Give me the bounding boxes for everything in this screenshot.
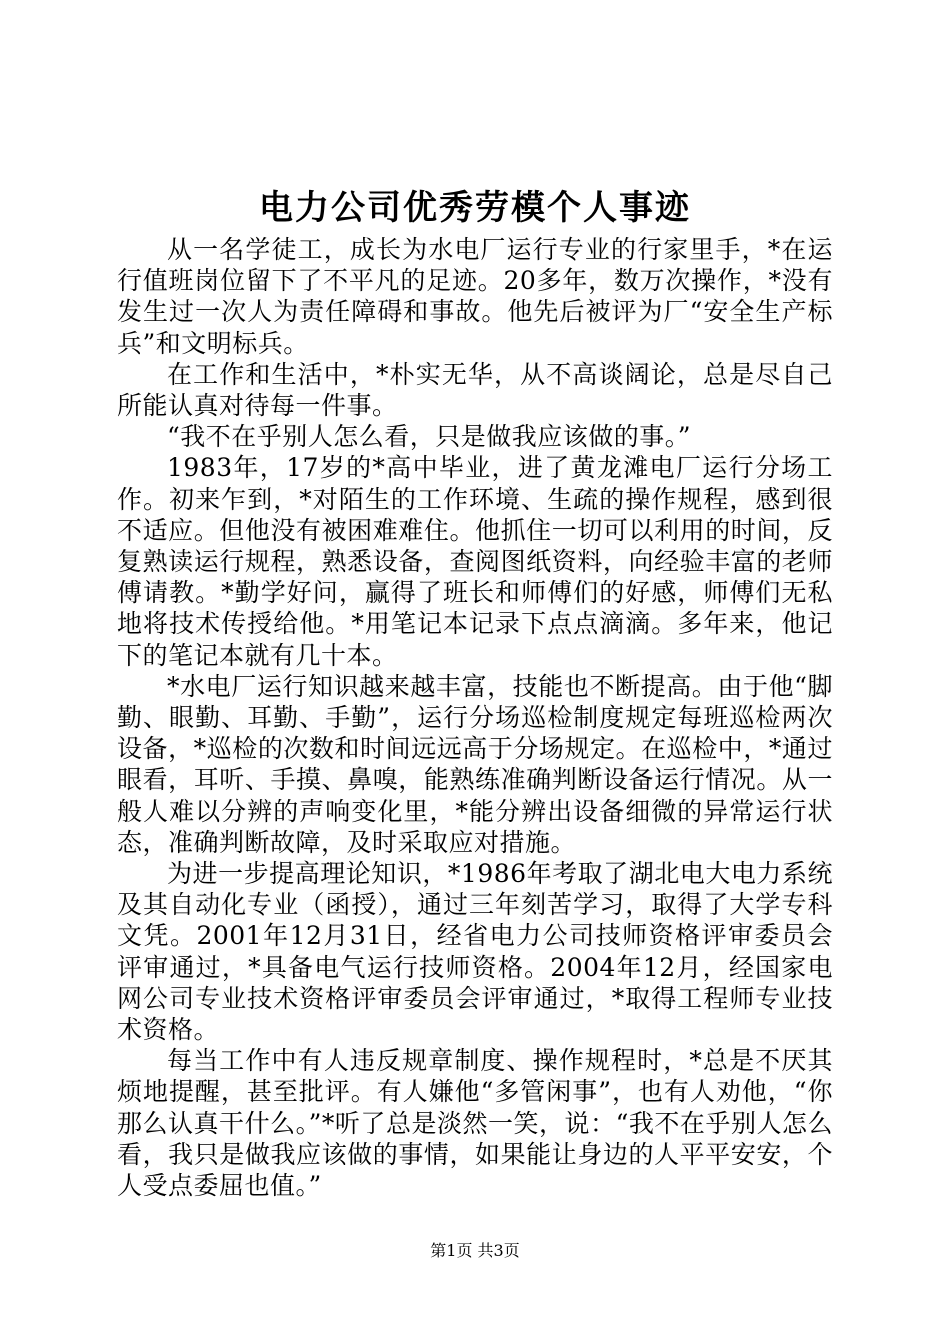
page-number-footer: 第1页 共3页 (430, 1241, 520, 1260)
paragraph: *水电厂运行知识越来越丰富，技能也不断提高。由于他“脚勤、眼勤、耳勤、手勤”，运行分场巡检制度规定每班巡检两次设备，*巡检的次数和时间远远高于分场规定。在巡检中，*通过眼看，耳听、手摸、鼻嗅，能熟练准确判断设备运行情况。从一般人难以分辨的声响变化里，*能分辨出设备细微的异常运行状态，准确判断故障，及时采取应对措施。 (117, 671, 833, 857)
document-title: 电力公司优秀劳模个人事迹 (259, 188, 691, 228)
document-body (117, 234, 833, 1201)
paragraph: 为进一步提高理论知识，*1986年考取了湖北电大电力系统及其自动化专业（函授），通过三年刻苦学习，取得了大学专科文凭。2001年12月31日，经省电力公司技师资格评审委员会评审通过，*具备电气运行技师资格。2004年12月，经国家电网公司专业技术资格评审委员会评审通过，*取得工程师专业技术资格。 (117, 859, 833, 1045)
paragraph: 从一名学徒工，成长为水电厂运行专业的行家里手，*在运行值班岗位留下了不平凡的足迹。20多年，数万次操作，*没有发生过一次人为责任障碍和事故。他先后被评为厂“安全生产标兵”和文明标兵。 (117, 235, 833, 358)
paragraph: 每当工作中有人违反规章制度、操作规程时，*总是不厌其烦地提醒，甚至批评。有人嫌他“多管闲事”，也有人劝他，“你那么认真干什么。”*听了总是淡然一笑，说：“我不在乎别人怎么看，我只是做我应该做的事情，如果能让身边的人平平安安，个人受点委屈也值。” (117, 1046, 833, 1201)
paragraph: 1983年，17岁的*高中毕业，进了黄龙滩电厂运行分场工作。初来乍到，*对陌生的工作环境、生疏的操作规程，感到很不适应。但他没有被困难难住。他抓住一切可以利用的时间，反复熟读运行规程，熟悉设备，查阅图纸资料，向经验丰富的老师傅请教。*勤学好问，赢得了班长和师傅们的好感，师傅们无私地将技术传授给他。*用笔记本记录下点点滴滴。多年来，他记下的笔记本就有几十本。 (117, 453, 833, 670)
paragraph-quote: “我不在乎别人怎么看，只是做我应该做的事。” (167, 422, 692, 452)
paragraph: 在工作和生活中，*朴实无华，从不高谈阔论，总是尽自己所能认真对待每一件事。 (117, 359, 833, 421)
